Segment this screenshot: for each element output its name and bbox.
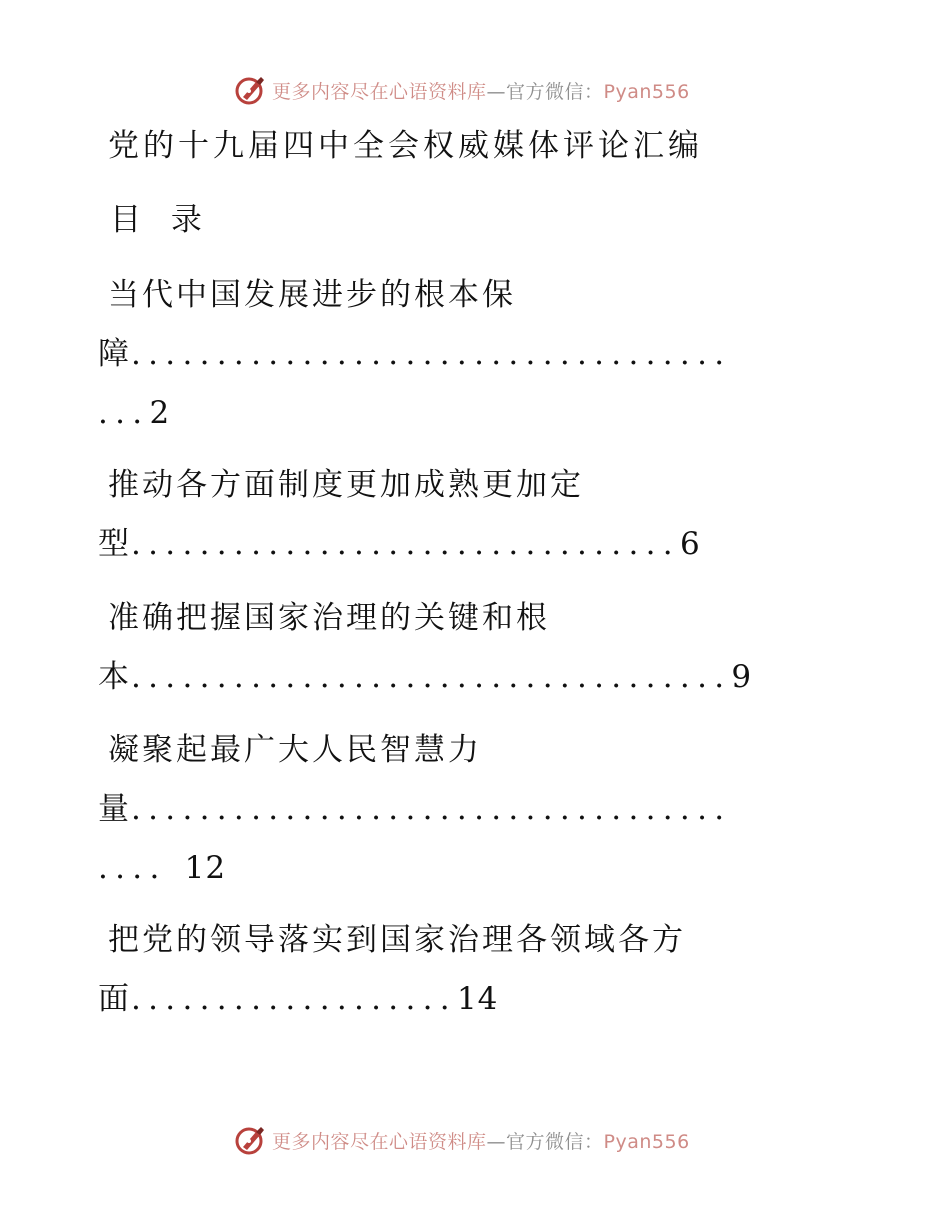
toc-entry-dots: ................................... xyxy=(131,336,732,372)
toc-entry-title: 把党的领导落实到国家治理各领域各方 xyxy=(108,922,686,958)
toc-entry-page: 14 xyxy=(456,981,499,1017)
toc-entry-title: 凝聚起最广大人民智慧力 xyxy=(108,732,482,768)
pen-logo-icon xyxy=(234,1124,266,1156)
watermark-brand: 更多内容尽在心语资料库 xyxy=(272,80,487,103)
toc-entry-last-char: 量 xyxy=(98,791,131,827)
toc-entry-page: 2 xyxy=(149,395,171,431)
toc-entry-tail xyxy=(98,789,731,829)
header-watermark xyxy=(0,70,950,110)
toc-entry-dots: ... xyxy=(98,395,150,431)
toc-entry-tail xyxy=(98,979,498,1019)
toc-entry-tail-cont xyxy=(98,393,170,433)
watermark-text xyxy=(272,77,690,104)
toc-entry-tail xyxy=(98,334,731,374)
toc-entry-last-char: 障 xyxy=(98,336,131,372)
pen-logo-icon xyxy=(234,74,266,106)
watermark-dash: — xyxy=(486,1130,507,1153)
toc-entry-title: 当代中国发展进步的根本保 xyxy=(108,277,516,313)
watermark-dash: — xyxy=(486,80,507,103)
watermark-wechat-id: Pyan556 xyxy=(603,1130,690,1153)
toc-entry-tail xyxy=(98,524,701,564)
footer-watermark xyxy=(0,1120,950,1160)
toc-entry-last-char: 型 xyxy=(98,526,131,562)
toc-entry-page: 6 xyxy=(679,526,701,562)
toc-entry-title: 推动各方面制度更加成熟更加定 xyxy=(108,467,584,503)
toc-entry-dots: ................................... xyxy=(131,659,732,695)
watermark-brand: 更多内容尽在心语资料库 xyxy=(272,1130,487,1153)
toc-entry-page: 9 xyxy=(731,659,753,695)
toc-entry-page: 12 xyxy=(184,850,227,886)
watermark-wechat-id: Pyan556 xyxy=(603,80,690,103)
toc-entry-dots: ................... xyxy=(131,981,457,1017)
toc-heading: 目 录 xyxy=(110,202,205,238)
watermark-wechat-label: 官方微信： xyxy=(506,80,604,103)
toc-entry-dots: ................................ xyxy=(131,526,680,562)
toc-entry-last-char: 面 xyxy=(98,981,131,1017)
watermark-text xyxy=(272,1127,690,1154)
toc-entry-tail-cont xyxy=(98,848,226,888)
toc-entry-dots: .... xyxy=(98,850,167,886)
watermark-content xyxy=(234,1124,690,1156)
watermark-content xyxy=(234,74,690,106)
toc-entry-title: 准确把握国家治理的关键和根 xyxy=(108,600,550,636)
watermark-wechat-label: 官方微信： xyxy=(506,1130,604,1153)
toc-entry-last-char: 本 xyxy=(98,659,131,695)
toc-entry-dots: ................................... xyxy=(131,791,732,827)
document-title: 党的十九届四中全会权威媒体评论汇编 xyxy=(108,128,703,164)
toc-entry-tail xyxy=(98,657,752,697)
